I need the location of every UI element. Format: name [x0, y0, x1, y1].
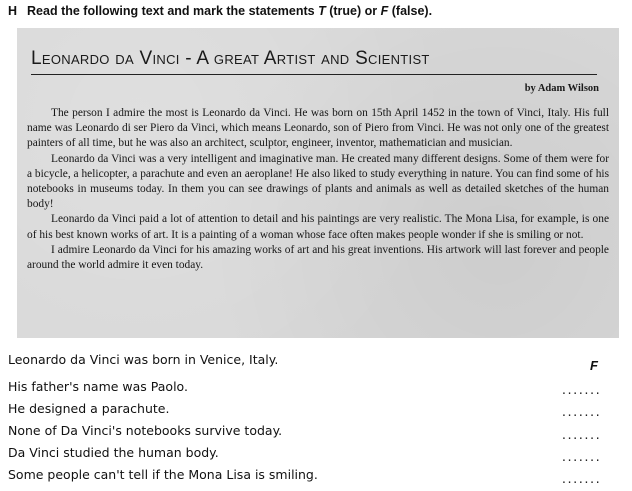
- statement-text: Leonardo da Vinci was born in Venice, Italy.: [8, 352, 279, 367]
- false-letter: F: [380, 4, 389, 18]
- answer-field[interactable]: .......: [560, 429, 600, 442]
- answer-field[interactable]: .......: [560, 473, 600, 486]
- answer-field[interactable]: .......: [560, 451, 600, 464]
- statement-text: None of Da Vinci's notebooks survive today.: [8, 423, 283, 438]
- true-letter: T: [318, 4, 326, 18]
- article-title: Leonardo da Vinci - A great Artist and Scientist: [31, 48, 430, 69]
- exercise-letter: H: [8, 4, 18, 18]
- article-paragraph-4: I admire Leonardo da Vinci for his amazing works of art and his great inventions. His artwork will last forever and people around the world admire it even today.: [27, 243, 609, 272]
- statement-text: He designed a parachute.: [8, 401, 170, 416]
- instruction-text: Read the following text and mark the statements: [27, 4, 315, 18]
- article-paragraph-2: Leonardo da Vinci was a very intelligent and imaginative man. He created many different designs. Some of them were for a bicycle, a helicopter, a parachute and even an aeroplane! He also liked to study everything in nature. You can find some of his notebooks in museums today. In them you can see drawings of plants and animals as well as detailed sketches of the human body!: [27, 152, 609, 211]
- article-box: [17, 28, 619, 338]
- exercise-instruction: [8, 4, 432, 18]
- answer-field[interactable]: .......: [560, 384, 600, 397]
- answer-field[interactable]: .......: [560, 406, 600, 419]
- statement-text: Some people can't tell if the Mona Lisa is smiling.: [8, 467, 318, 482]
- true-meaning: (true): [329, 4, 362, 18]
- statement-text: Da Vinci studied the human body.: [8, 445, 219, 460]
- article-paragraph-3: Leonardo da Vinci paid a lot of attention to detail and his paintings are very realistic. The Mona Lisa, for example, is one of his best known works of art. It is a painting of a woman whose face often makes people wonder if she is smiling or not.: [27, 213, 609, 241]
- answer-field[interactable]: F: [590, 358, 598, 373]
- statement-text: His father's name was Paolo.: [8, 379, 188, 394]
- false-meaning: (false).: [391, 4, 433, 18]
- article-byline: by Adam Wilson: [524, 83, 599, 94]
- or-word: or: [364, 4, 378, 18]
- article-body: [27, 106, 609, 273]
- title-underline: [31, 74, 597, 75]
- article-paragraph-1: The person I admire the most is Leonardo da Vinci. He was born on 15th April 1452 in the town of Vinci, Italy. His full name was Leonardo di ser Piero da Vinci, which means Leonardo, son of Piero from Vinci. He was not only one of the greatest painters of all time, but he was also an architect, sculptor, engineer, inventor, mathematician and musician.: [27, 107, 609, 150]
